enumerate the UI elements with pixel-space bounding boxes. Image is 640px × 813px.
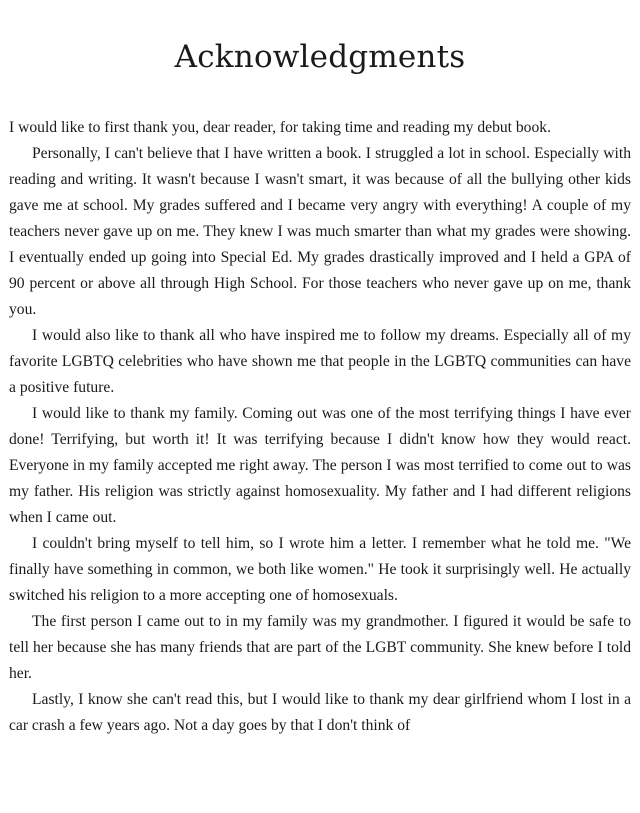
paragraph: I would like to thank my family. Coming out was one of the most terrifying things I have ever done! Terrifying, but worth it! It was terrifying because I didn't know how they would react. Everyone in my family accepted me right away. The person I was most terrified to come out to was my father. His religion was strictly against homosexuality. My father and I had different religions when I came out. <box>9 405 631 526</box>
paragraph: Lastly, I know she can't read this, but I would like to thank my dear girlfriend whom I lost in a car crash a few years ago. Not a day goes by that I don't think of <box>9 691 631 734</box>
acknowledgments-body <box>9 115 631 739</box>
paragraph: I would like to first thank you, dear reader, for taking time and reading my debut book. <box>9 119 551 136</box>
paragraph: I would also like to thank all who have inspired me to follow my dreams. Especially all of my favorite LGBTQ celebrities who have shown me that people in the LGBTQ communities can have a positive future. <box>9 327 631 396</box>
page-title: Acknowledgments <box>174 39 466 75</box>
paragraph: Personally, I can't believe that I have written a book. I struggled a lot in school. Especially with reading and writing. It wasn't because I wasn't smart, it was because of all the bullying other kids gave me at school. My grades suffered and I became very angry with everything! A couple of my teachers never gave up on me. They knew I was much smarter than what my grades were showing. I eventually ended up going into Special Ed. My grades drastically improved and I held a GPA of 90 percent or above all through High School. For those teachers who never gave up on me, thank you. <box>9 145 631 318</box>
paragraph: The first person I came out to in my family was my grandmother. I figured it would be safe to tell her because she has many friends that are part of the LGBT community. She knew before I told her. <box>9 613 631 682</box>
paragraph: I couldn't bring myself to tell him, so I wrote him a letter. I remember what he told me. "We finally have something in common, we both like women." He took it surprisingly well. He actually switched his religion to a more accepting one of homosexuals. <box>9 535 631 604</box>
